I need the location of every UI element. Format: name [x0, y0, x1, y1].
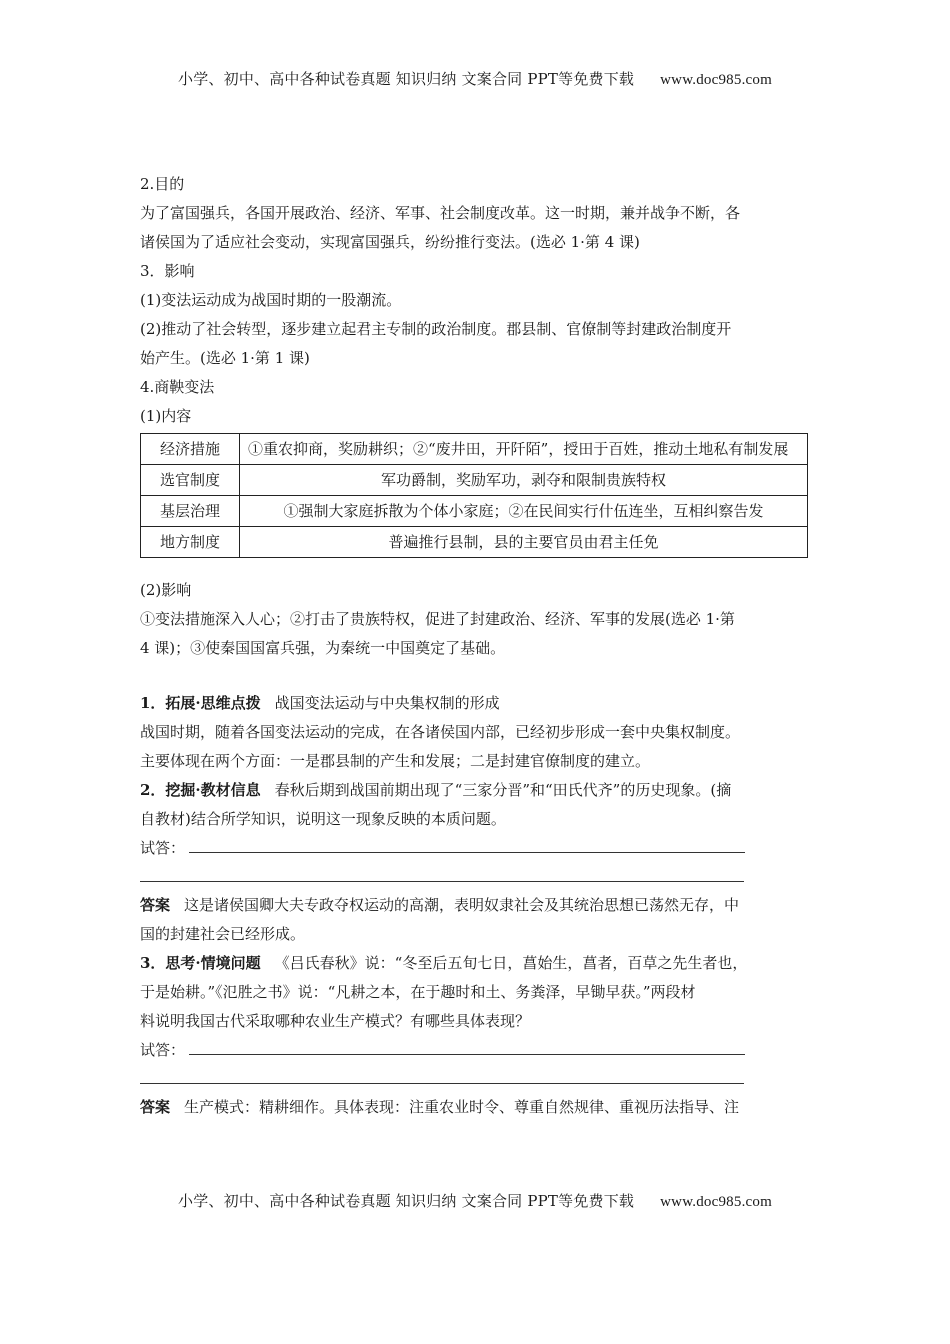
mine-answer-line-2: 国的封建社会已经形成。: [140, 925, 306, 943]
page-header: [0, 68, 950, 89]
extend-title: 战国变法运动与中央集权制的形成: [274, 694, 500, 712]
table-key: 基层治理: [141, 496, 240, 527]
table-key: 地方制度: [141, 527, 240, 558]
think-line-3: 料说明我国古代采取哪种农业生产模式？有哪些具体表现？: [140, 1012, 531, 1030]
think-try-label: 试答：: [140, 1041, 186, 1059]
table-value: ①强制大家庭拆散为个体小家庭；②在民间实行什伍连坐，互相纠察告发: [240, 496, 808, 527]
section-title-purpose: 2.目的: [140, 175, 185, 193]
table-row: [141, 496, 808, 527]
header-site-link[interactable]: www.doc985.com: [660, 72, 772, 88]
mine-answer-line-1: 这是诸侯国卿大夫专政夺权运动的高潮，表明奴隶社会及其统治思想已荡然无存，中: [184, 896, 740, 914]
purpose-line-1: 为了富国强兵，各国开展政治、经济、军事、社会制度改革。这一时期，兼并战争不断，各: [140, 204, 741, 222]
think-label: 3．思考·情境问题: [140, 954, 261, 972]
table-value: 普遍推行县制，县的主要官员由君主任免: [240, 527, 808, 558]
think-answer-row: [140, 1093, 812, 1122]
section-title-impact: 3．影响: [140, 262, 195, 280]
mine-answer-field[interactable]: [189, 836, 745, 853]
footer-site-link[interactable]: www.doc985.com: [660, 1194, 772, 1210]
think-answer-field-line-2[interactable]: [140, 1065, 744, 1084]
think-answer-field[interactable]: [189, 1038, 745, 1055]
document-body: [140, 170, 812, 1122]
mine-try-row: [140, 834, 812, 863]
impact-item-1: (1)变法运动成为战国时期的一股潮流。: [140, 291, 402, 309]
mine-try-label: 试答：: [140, 839, 186, 857]
extend-label: 1．拓展·思维点拨: [140, 694, 261, 712]
shangyang-impact-label: (2)影响: [140, 581, 192, 599]
mine-answer-field-line-2[interactable]: [140, 863, 744, 882]
think-line-1: 《吕氏春秋》说：“冬至后五旬七日，菖始生，菖者，百草之先生者也，: [274, 954, 748, 972]
shangyang-impact-line-1: ①变法措施深入人心；②打击了贵族特权，促进了封建政治、经济、军事的发展(选必 1·第: [140, 610, 735, 628]
table-row: [141, 465, 808, 496]
table-row: [141, 434, 808, 465]
extend-line-1: 战国时期，随着各国变法运动的完成，在各诸侯国内部，已经初步形成一套中央集权制度。: [140, 723, 741, 741]
mine-heading: [140, 776, 812, 805]
footer-text: 小学、初中、高中各种试卷真题 知识归纳 文案合同 PPT等免费下载: [178, 1192, 635, 1210]
extend-heading: [140, 689, 812, 718]
table-row: [141, 527, 808, 558]
think-answer-label: 答案: [140, 1098, 171, 1116]
table-key: 经济措施: [141, 434, 240, 465]
shangyang-content-label: (1)内容: [140, 407, 192, 425]
header-text: 小学、初中、高中各种试卷真题 知识归纳 文案合同 PPT等免费下载: [178, 70, 635, 88]
mine-answer-label: 答案: [140, 896, 171, 914]
reform-table: [140, 433, 808, 558]
table-key: 选官制度: [141, 465, 240, 496]
think-try-row: [140, 1036, 812, 1065]
impact-item-2a: (2)推动了社会转型，逐步建立起君主专制的政治制度。郡县制、官僚制等封建政治制度开: [140, 320, 732, 338]
think-answer-line-1: 生产模式：精耕细作。具体表现：注重农业时令、尊重自然规律、重视历法指导、注: [184, 1098, 740, 1116]
mine-line-1: 春秋后期到战国前期出现了“三家分晋”和“田氏代齐”的历史现象。(摘: [274, 781, 732, 799]
mine-line-2: 自教材)结合所学知识，说明这一现象反映的本质问题。: [140, 810, 506, 828]
think-line-2: 于是始耕。”《氾胜之书》说：“凡耕之本，在于趣时和土、务粪泽，早锄早获。”两段材: [140, 983, 696, 1001]
think-heading: [140, 949, 812, 978]
table-value: ①重农抑商，奖励耕织；②“废井田，开阡陌”，授田于百姓，推动土地私有制发展: [240, 434, 808, 465]
impact-item-2b: 始产生。(选必 1·第 1 课): [140, 349, 310, 367]
section-title-shangyang: 4.商鞅变法: [140, 378, 215, 396]
extend-line-2: 主要体现在两个方面：一是郡县制的产生和发展；二是封建官僚制度的建立。: [140, 752, 651, 770]
page-footer: [0, 1190, 950, 1211]
mine-answer-row: [140, 891, 812, 920]
mine-label: 2．挖掘·教材信息: [140, 781, 261, 799]
purpose-line-2: 诸侯国为了适应社会变动，实现富国强兵，纷纷推行变法。(选必 1·第 4 课): [140, 233, 640, 251]
table-value: 军功爵制，奖励军功，剥夺和限制贵族特权: [240, 465, 808, 496]
shangyang-impact-line-2: 4 课)；③使秦国国富兵强，为秦统一中国奠定了基础。: [140, 639, 506, 657]
